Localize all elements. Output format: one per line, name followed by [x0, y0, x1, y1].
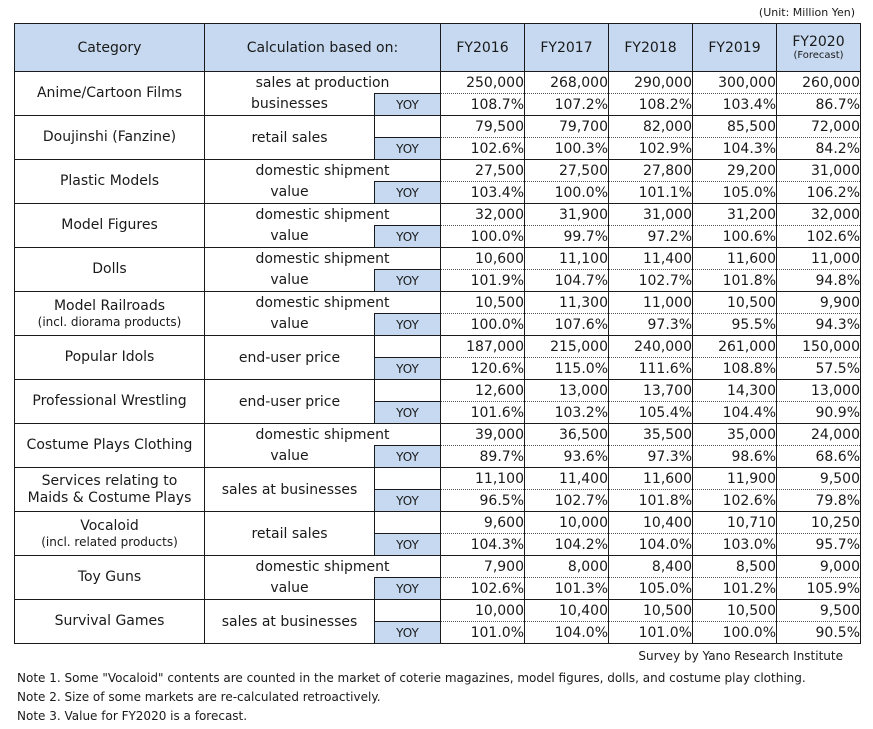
yoy-cell: 101.1% — [609, 182, 693, 204]
yoy-cell: 104.0% — [525, 622, 609, 644]
header-year: FY2017 — [525, 24, 609, 72]
category-sublabel: (incl. related products) — [41, 534, 178, 549]
value-cell: 10,710 — [693, 512, 777, 534]
category-label: Costume Plays Clothing — [26, 437, 193, 453]
calculation-basis-cont: value — [205, 182, 375, 204]
yoy-cell: 105.0% — [693, 182, 777, 204]
category-label: Vocaloid — [80, 517, 139, 534]
calculation-basis: sales at businesses — [205, 600, 375, 644]
category-label: Anime/Cartoon Films — [36, 85, 183, 101]
value-cell: 13,000 — [525, 380, 609, 402]
yoy-label-spacer — [375, 512, 441, 534]
yoy-cell: 103.0% — [693, 534, 777, 556]
category-sublabel: (incl. diorama products) — [37, 314, 182, 329]
calculation-basis: domestic shipment — [205, 248, 441, 270]
value-cell: 215,000 — [525, 336, 609, 358]
category-cell — [15, 468, 205, 512]
calculation-basis: sales at production — [205, 72, 441, 94]
yoy-cell: 86.7% — [777, 94, 861, 116]
unit-label: (Unit: Million Yen) — [758, 6, 855, 19]
table-body — [15, 72, 861, 644]
yoy-label-spacer — [375, 380, 441, 402]
calculation-basis: domestic shipment — [205, 292, 441, 314]
calculation-basis-cont: value — [205, 446, 375, 468]
value-cell: 36,500 — [525, 424, 609, 446]
value-cell: 13,700 — [609, 380, 693, 402]
value-cell: 85,500 — [693, 116, 777, 138]
yoy-cell: 100.0% — [441, 314, 525, 336]
calculation-basis-cont: businesses — [205, 94, 375, 116]
value-cell: 240,000 — [609, 336, 693, 358]
survey-credit: Survey by Yano Research Institute — [638, 649, 843, 663]
value-cell: 9,500 — [777, 468, 861, 490]
value-cell: 9,000 — [777, 556, 861, 578]
value-cell: 8,000 — [525, 556, 609, 578]
table-row — [15, 72, 861, 94]
header-category: Category — [15, 24, 205, 72]
value-cell: 11,300 — [525, 292, 609, 314]
yoy-cell: 101.9% — [441, 270, 525, 292]
yoy-cell: 99.7% — [525, 226, 609, 248]
yoy-cell: 101.8% — [693, 270, 777, 292]
category-label: Doujinshi (Fanzine) — [42, 129, 177, 145]
category-cell — [15, 116, 205, 160]
value-cell: 29,200 — [693, 160, 777, 182]
yoy-cell: 104.4% — [693, 402, 777, 424]
value-cell: 82,000 — [609, 116, 693, 138]
category-cell — [15, 380, 205, 424]
calculation-basis: end-user price — [205, 380, 375, 424]
calculation-basis-cont: value — [205, 226, 375, 248]
value-cell: 27,500 — [525, 160, 609, 182]
category-label: Model Figures — [61, 217, 158, 233]
yoy-cell: 104.2% — [525, 534, 609, 556]
value-cell: 27,800 — [609, 160, 693, 182]
value-cell: 7,900 — [441, 556, 525, 578]
yoy-cell: 101.2% — [693, 578, 777, 600]
yoy-cell: 104.3% — [693, 138, 777, 160]
notes — [17, 669, 806, 726]
yoy-label: YOY — [375, 226, 441, 248]
yoy-cell: 100.6% — [693, 226, 777, 248]
yoy-cell: 108.7% — [441, 94, 525, 116]
yoy-cell: 102.7% — [609, 270, 693, 292]
yoy-cell: 107.2% — [525, 94, 609, 116]
header-row — [15, 24, 861, 72]
yoy-cell: 94.3% — [777, 314, 861, 336]
yoy-cell: 96.5% — [441, 490, 525, 512]
yoy-cell: 104.0% — [609, 534, 693, 556]
category-label: Toy Guns — [77, 569, 142, 585]
value-cell: 10,600 — [441, 248, 525, 270]
value-cell: 31,200 — [693, 204, 777, 226]
value-cell: 11,100 — [525, 248, 609, 270]
yoy-cell: 101.0% — [609, 622, 693, 644]
value-cell: 10,500 — [693, 292, 777, 314]
value-cell: 10,250 — [777, 512, 861, 534]
yoy-cell: 68.6% — [777, 446, 861, 468]
yoy-cell: 98.6% — [693, 446, 777, 468]
yoy-cell: 111.6% — [609, 358, 693, 380]
calculation-basis-cont: value — [205, 314, 375, 336]
calculation-basis: retail sales — [205, 116, 375, 160]
value-cell: 31,000 — [609, 204, 693, 226]
yoy-cell: 103.4% — [441, 182, 525, 204]
yoy-label: YOY — [375, 270, 441, 292]
yoy-label: YOY — [375, 182, 441, 204]
category-cell — [15, 600, 205, 644]
yoy-label: YOY — [375, 138, 441, 160]
header-year: FY2019 — [693, 24, 777, 72]
value-cell: 11,600 — [609, 468, 693, 490]
value-cell: 10,500 — [441, 292, 525, 314]
value-cell: 9,500 — [777, 600, 861, 622]
yoy-label: YOY — [375, 446, 441, 468]
value-cell: 11,100 — [441, 468, 525, 490]
value-cell: 150,000 — [777, 336, 861, 358]
value-cell: 11,900 — [693, 468, 777, 490]
value-cell: 260,000 — [777, 72, 861, 94]
note-item: Note 1. Some "Vocaloid" contents are counted in the market of coterie magazines, model figures, dolls, and costume play clothing. — [17, 671, 806, 685]
value-cell: 32,000 — [441, 204, 525, 226]
yoy-cell: 93.6% — [525, 446, 609, 468]
value-cell: 12,600 — [441, 380, 525, 402]
calculation-basis: sales at businesses — [205, 468, 375, 512]
yoy-label-spacer — [375, 600, 441, 622]
category-cell — [15, 72, 205, 116]
yoy-cell: 103.2% — [525, 402, 609, 424]
yoy-label: YOY — [375, 402, 441, 424]
value-cell: 31,000 — [777, 160, 861, 182]
yoy-label-spacer — [375, 116, 441, 138]
value-cell: 10,000 — [525, 512, 609, 534]
table-row — [15, 380, 861, 402]
table-row — [15, 336, 861, 358]
category-cell — [15, 248, 205, 292]
yoy-cell: 105.0% — [609, 578, 693, 600]
yoy-label: YOY — [375, 622, 441, 644]
value-cell: 10,400 — [525, 600, 609, 622]
calculation-basis-cont: value — [205, 270, 375, 292]
yoy-label: YOY — [375, 490, 441, 512]
yoy-cell: 102.7% — [525, 490, 609, 512]
yoy-cell: 57.5% — [777, 358, 861, 380]
value-cell: 27,500 — [441, 160, 525, 182]
yoy-cell: 79.8% — [777, 490, 861, 512]
table-row — [15, 424, 861, 446]
category-label: Services relating to — [41, 472, 178, 489]
value-cell: 35,000 — [693, 424, 777, 446]
yoy-cell: 94.8% — [777, 270, 861, 292]
yoy-cell: 102.6% — [777, 226, 861, 248]
value-cell: 10,500 — [693, 600, 777, 622]
yoy-cell: 102.6% — [693, 490, 777, 512]
yoy-cell: 120.6% — [441, 358, 525, 380]
calculation-basis: retail sales — [205, 512, 375, 556]
yoy-label: YOY — [375, 534, 441, 556]
table-row — [15, 468, 861, 490]
category-label: Dolls — [92, 261, 127, 277]
category-cell — [15, 424, 205, 468]
category-label: Popular Idols — [64, 349, 155, 365]
category-cell — [15, 160, 205, 204]
yoy-cell: 100.0% — [441, 226, 525, 248]
value-cell: 261,000 — [693, 336, 777, 358]
forecast-label: (Forecast) — [793, 49, 844, 61]
yoy-cell: 104.7% — [525, 270, 609, 292]
yoy-label: YOY — [375, 578, 441, 600]
yoy-cell: 100.0% — [693, 622, 777, 644]
value-cell: 79,700 — [525, 116, 609, 138]
value-cell: 11,600 — [693, 248, 777, 270]
header-calculation: Calculation based on: — [205, 24, 441, 72]
yoy-cell: 102.6% — [441, 138, 525, 160]
category-cell — [15, 556, 205, 600]
value-cell: 24,000 — [777, 424, 861, 446]
category-label: Plastic Models — [59, 173, 160, 189]
value-cell: 250,000 — [441, 72, 525, 94]
category-label: Survival Games — [54, 613, 165, 629]
yoy-cell: 100.3% — [525, 138, 609, 160]
yoy-label-spacer — [375, 336, 441, 358]
value-cell: 39,000 — [441, 424, 525, 446]
yoy-cell: 101.0% — [441, 622, 525, 644]
value-cell: 11,400 — [525, 468, 609, 490]
value-cell: 10,500 — [609, 600, 693, 622]
value-cell: 268,000 — [525, 72, 609, 94]
yoy-label: YOY — [375, 314, 441, 336]
value-cell: 11,000 — [609, 292, 693, 314]
value-cell: 300,000 — [693, 72, 777, 94]
value-cell: 13,000 — [777, 380, 861, 402]
value-cell: 10,400 — [609, 512, 693, 534]
yoy-cell: 106.2% — [777, 182, 861, 204]
value-cell: 31,900 — [525, 204, 609, 226]
value-cell: 35,500 — [609, 424, 693, 446]
category-label: Professional Wrestling — [32, 393, 187, 409]
calculation-basis: domestic shipment — [205, 204, 441, 226]
yoy-cell: 95.7% — [777, 534, 861, 556]
yoy-cell: 102.9% — [609, 138, 693, 160]
yoy-cell: 97.3% — [609, 314, 693, 336]
yoy-cell: 101.6% — [441, 402, 525, 424]
value-cell: 14,300 — [693, 380, 777, 402]
table-row — [15, 556, 861, 578]
yoy-cell: 97.2% — [609, 226, 693, 248]
calculation-basis: domestic shipment — [205, 556, 441, 578]
table-row — [15, 160, 861, 182]
category-cell — [15, 204, 205, 248]
category-sublabel: Maids & Costume Plays — [27, 489, 192, 506]
value-cell: 11,000 — [777, 248, 861, 270]
yoy-cell: 107.6% — [525, 314, 609, 336]
yoy-cell: 105.4% — [609, 402, 693, 424]
value-cell: 32,000 — [777, 204, 861, 226]
table-row — [15, 292, 861, 314]
note-item: Note 2. Size of some markets are re-calculated retroactively. — [17, 690, 381, 704]
value-cell: 72,000 — [777, 116, 861, 138]
yoy-cell: 104.3% — [441, 534, 525, 556]
table-row — [15, 116, 861, 138]
value-cell: 10,000 — [441, 600, 525, 622]
yoy-cell: 89.7% — [441, 446, 525, 468]
yoy-label: YOY — [375, 94, 441, 116]
yoy-cell: 90.9% — [777, 402, 861, 424]
header-year-forecast: FY2020 (Forecast) — [777, 24, 861, 72]
yoy-cell: 108.2% — [609, 94, 693, 116]
yoy-cell: 115.0% — [525, 358, 609, 380]
value-cell: 187,000 — [441, 336, 525, 358]
yoy-cell: 97.3% — [609, 446, 693, 468]
category-cell — [15, 292, 205, 336]
calculation-basis: domestic shipment — [205, 160, 441, 182]
category-label: Model Railroads — [53, 297, 166, 314]
table-row — [15, 248, 861, 270]
category-cell — [15, 336, 205, 380]
table-row — [15, 512, 861, 534]
value-cell: 9,900 — [777, 292, 861, 314]
yoy-label-spacer — [375, 468, 441, 490]
header-year: FY2016 — [441, 24, 525, 72]
note-item: Note 3. Value for FY2020 is a forecast. — [17, 709, 248, 723]
category-cell — [15, 512, 205, 556]
yoy-cell: 101.8% — [609, 490, 693, 512]
yoy-cell: 84.2% — [777, 138, 861, 160]
value-cell: 11,400 — [609, 248, 693, 270]
yoy-cell: 102.6% — [441, 578, 525, 600]
table-row — [15, 204, 861, 226]
yoy-cell: 100.0% — [525, 182, 609, 204]
calculation-basis: end-user price — [205, 336, 375, 380]
yoy-label: YOY — [375, 358, 441, 380]
yoy-cell: 95.5% — [693, 314, 777, 336]
yoy-cell: 103.4% — [693, 94, 777, 116]
calculation-basis-cont: value — [205, 578, 375, 600]
yoy-cell: 108.8% — [693, 358, 777, 380]
header-year: FY2018 — [609, 24, 693, 72]
table-row — [15, 600, 861, 622]
yoy-cell: 101.3% — [525, 578, 609, 600]
value-cell: 79,500 — [441, 116, 525, 138]
yoy-cell: 105.9% — [777, 578, 861, 600]
value-cell: 9,600 — [441, 512, 525, 534]
yoy-cell: 90.5% — [777, 622, 861, 644]
calculation-basis: domestic shipment — [205, 424, 441, 446]
market-size-table — [14, 23, 861, 644]
value-cell: 8,500 — [693, 556, 777, 578]
value-cell: 8,400 — [609, 556, 693, 578]
value-cell: 290,000 — [609, 72, 693, 94]
